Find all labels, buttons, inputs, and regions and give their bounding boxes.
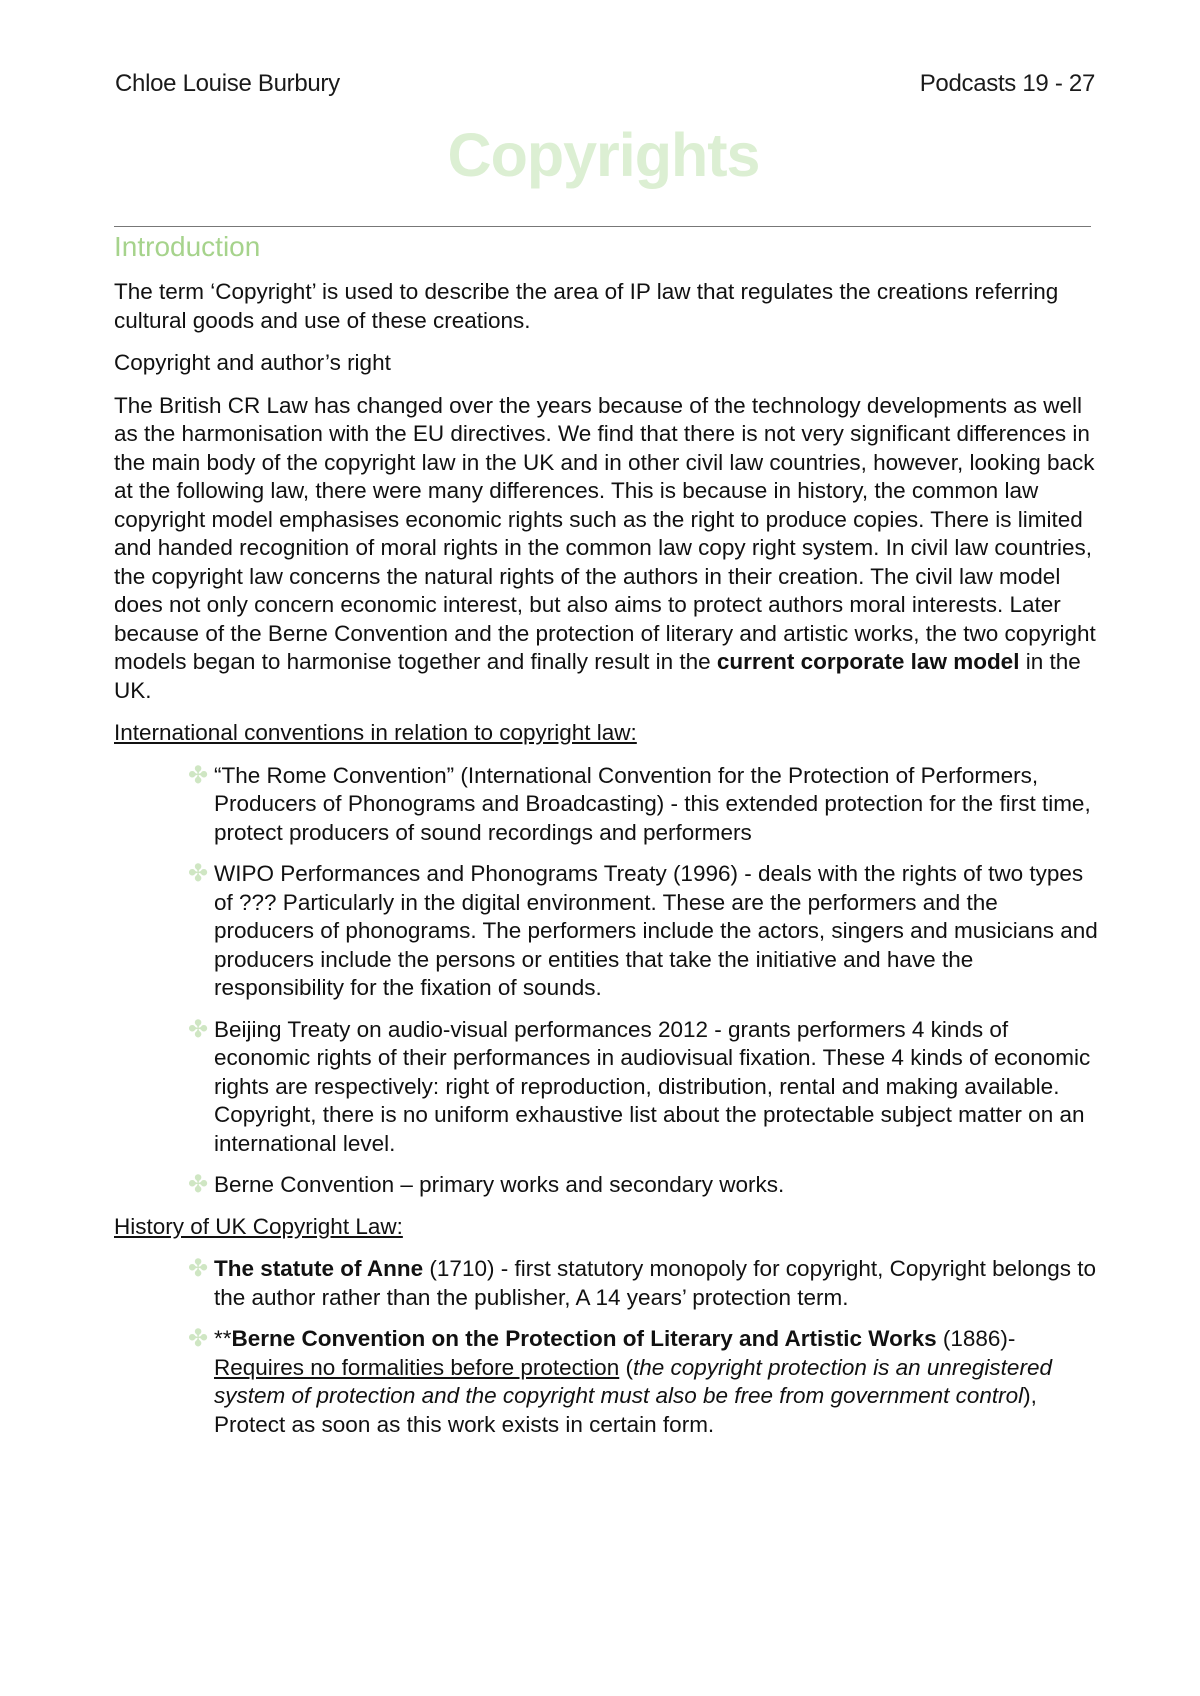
list-item-text: (1886)- xyxy=(936,1326,1016,1351)
international-conventions-list xyxy=(114,762,1104,1200)
history-paragraph-end: in the UK. xyxy=(114,649,1081,703)
list-item-underline: Requires no formalities before protection xyxy=(214,1354,620,1380)
uk-history-heading: History of UK Copyright Law: xyxy=(114,1213,403,1239)
history-paragraph xyxy=(114,392,1104,706)
list-item xyxy=(114,1325,1104,1439)
document-body xyxy=(114,229,1104,1452)
history-paragraph-text: The British CR Law has changed over the years because of the technology developments as well as the harmonisation with the EU directives. We find that there is not very significant differences in the main body of the copyright law in the UK and in other civil law countries, however, looking back at the following law, there were many differences. This is because in history, the common law copyright model emphasises economic rights such as the right to produce copies. There is limited and handed recognition of moral rights in the common law copy right system. In civil law countries, the copyright law concerns the natural rights of the authors in their creation. The civil law model does not only concern economic interest, but also aims to protect authors moral interests. Later because of the Berne Convention and the protection of literary and artistic works, the two copyright models began to harmonise together and finally result in the xyxy=(114,392,1096,674)
list-item-end: ), Protect as soon as this work exists in certain form. xyxy=(214,1383,1037,1437)
international-conventions-heading: International conventions in relation to copyright law: xyxy=(114,720,637,745)
list-item xyxy=(114,1255,1104,1312)
list-item-text: Beijing Treaty on audio-visual performances 2012 - grants performers 4 kinds of economic rights of their performances in audiovisual fixation. These 4 kinds of economic rights are respectively: right of reproduction, distribution, rental and making available. Copyright, there is no uniform exhaustive list about the protectable subject matter on an international level. xyxy=(214,1016,1091,1156)
page-title: Copyrights xyxy=(447,121,760,189)
copyright-authors-right-heading: Copyright and author’s right xyxy=(114,350,391,375)
list-item-italic: the copyright protection is an unregistered system of protection and the copyright must also be free from government control xyxy=(214,1354,1052,1408)
clover-bullet-icon: ✤ xyxy=(188,860,209,887)
list-item-bold: The statute of Anne xyxy=(214,1256,424,1281)
list-item xyxy=(114,1171,1104,1200)
uk-history-list xyxy=(114,1255,1104,1439)
clover-bullet-icon: ✤ xyxy=(188,1255,209,1282)
history-paragraph-bold: current corporate law model xyxy=(716,649,1020,674)
list-item-text: Berne Convention – primary works and secondary works. xyxy=(214,1172,785,1197)
author-name: Chloe Louise Burbury xyxy=(115,70,340,97)
list-item xyxy=(114,762,1104,848)
list-item xyxy=(114,1016,1104,1159)
clover-bullet-icon: ✤ xyxy=(188,1325,209,1352)
list-item-bold: Berne Convention on the Protection of Literary and Artistic Works xyxy=(231,1326,937,1351)
list-item-text: (1710) - first statutory monopoly for copyright, Copyright belongs to the author rather than the publisher, A 14 years’ protection term. xyxy=(214,1256,1096,1310)
list-item-paren: ( xyxy=(619,1354,633,1380)
list-item-text: WIPO Performances and Phonograms Treaty (1996) - deals with the rights of two types of ??? Particularly in the digital environment. These are the performers and the producers of phonograms. The performers include the actors, singers and musicians and producers include the persons or entities that take the initiative and have the responsibility for the fixation of sounds. xyxy=(214,861,1098,1000)
list-item-text: “The Rome Convention” (International Convention for the Protection of Performers, Producers of Phonograms and Broadcasting) - this extended protection for the first time, protect producers of sound recordings and performers xyxy=(214,762,1091,845)
list-item-prefix: ** xyxy=(214,1326,232,1351)
clover-bullet-icon: ✤ xyxy=(188,1015,209,1043)
introduction-heading: Introduction xyxy=(114,231,261,262)
title-divider xyxy=(114,226,1091,227)
clover-bullet-icon: ✤ xyxy=(188,1171,209,1198)
list-item xyxy=(114,860,1104,1003)
podcasts-range: Podcasts 19 - 27 xyxy=(919,70,1095,97)
intro-paragraph: The term ‘Copyright’ is used to describe the area of IP law that regulates the creations referring cultural goods and use of these creations. xyxy=(114,279,1059,333)
clover-bullet-icon: ✤ xyxy=(188,761,209,789)
